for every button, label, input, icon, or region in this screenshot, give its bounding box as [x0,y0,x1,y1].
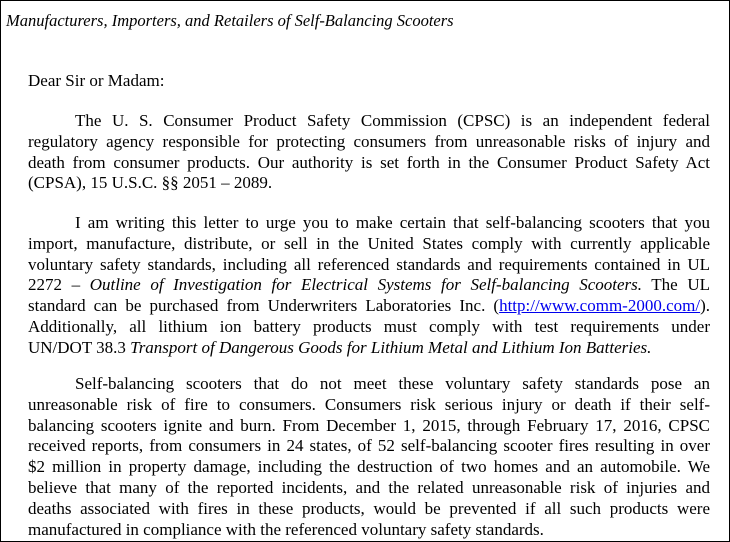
text-run: The UL [642,275,710,295]
paragraph-line: manufactured in compliance with the referenced voluntary safety standards. [28,519,544,539]
paragraph-line: death from consumer products. Our authority is set forth in the Consumer Product Safety Act [28,152,710,172]
paragraph-line [28,275,710,296]
paragraph-line: import, manufacture, distribute, or sell in the United States comply with currently applicable [28,233,710,253]
paragraph-line: received reports, from consumers in 24 states, of 52 self-balancing scooter fires resulting in over [28,436,710,456]
text-run: 2272 – [28,275,90,295]
paragraph-line: (CPSA), 15 U.S.C. §§ 2051 – 2089. [28,173,273,193]
paragraph-line: unreasonable risk of fire to consumers. Consumers risk serious injury or death if their self- [28,394,710,414]
paragraph-line: The U. S. Consumer Product Safety Commission (CPSC) is an independent federal [75,111,710,130]
letter-header: Manufacturers, Importers, and Retailers of Self-Balancing Scooters [6,11,454,30]
salutation: Dear Sir or Madam: [28,71,165,90]
text-run: standard can be purchased from Underwriters Laboratories Inc. ( [28,296,500,316]
standard-title: Outline of Investigation for Electrical Systems for Self-balancing Scooters. [89,275,642,295]
standard-title: Transport of Dangerous Goods for Lithium Metal and Lithium Ion Batteries. [130,337,652,357]
paragraph-line [28,338,710,359]
paragraph-line: deaths associated with fires in these products, would be prevented if all such products were [28,498,710,518]
paragraph-standards [28,213,710,359]
paragraph-line: $2 million in property damage, including the destruction of two homes and an automobile. We [28,457,710,477]
paragraph-line: believe that many of the reported incidents, and the related unreasonable risk of injuries and [28,477,710,497]
paragraph-line: voluntary safety standards, including all referenced standards and requirements contained in UL [28,254,710,274]
paragraph-line: I am writing this letter to urge you to make certain that self-balancing scooters that you [75,213,710,232]
paragraph-cpsc-intro [28,111,710,194]
paragraph-fire-risk [28,374,710,540]
paragraph-line: balancing scooters ignite and burn. From December 1, 2015, through February 17, 2016, CPSC [28,415,710,435]
text-run: ). [700,296,710,316]
text-run: UN/DOT 38.3 [28,337,131,357]
paragraph-line: regulatory agency responsible for protecting consumers from unreasonable risks of injury and [28,131,710,151]
paragraph-line: Self-balancing scooters that do not meet these voluntary safety standards pose an [75,374,710,393]
paragraph-line: Additionally, all lithium ion battery products must comply with test requirements under [28,316,710,336]
ul-website-link[interactable]: http://www.comm-2000.com/ [499,296,701,316]
paragraph-line [28,296,710,317]
